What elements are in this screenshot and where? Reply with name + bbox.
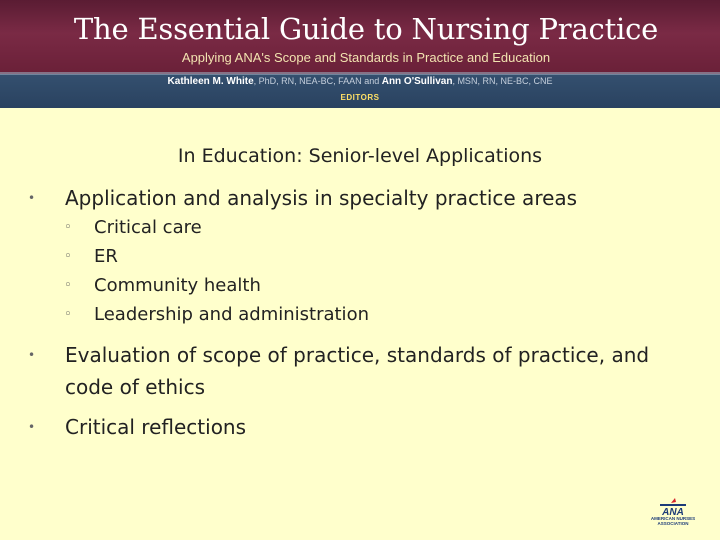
bullet-text: Evaluation of scope of practice, standards of practice, and: [65, 343, 650, 367]
ana-logo-org-name: AMERICAN NURSES ASSOCIATION: [650, 516, 696, 526]
bullet-text-continued: code of ethics: [65, 375, 206, 399]
sub-bullet-text: Community health: [94, 275, 261, 296]
bullet-dot-icon: •: [28, 348, 36, 362]
header-banner: [0, 0, 720, 108]
slide-title: In Education: Senior-level Applications: [177, 145, 543, 167]
sub-bullet-text: Leadership and administration: [94, 304, 369, 325]
banner-subtitle: Applying ANA's Scope and Standards in Practice and Education: [181, 50, 551, 65]
bullet-text: Critical reflections: [65, 415, 247, 439]
editors-and: and: [361, 76, 382, 86]
bullet-text: Application and analysis in specialty practice areas: [65, 186, 578, 210]
sub-bullet-circle-icon: ◦: [64, 307, 72, 322]
sub-bullet-text: Critical care: [94, 217, 202, 238]
bullet-dot-icon: •: [28, 191, 36, 205]
banner-editors: [0, 76, 720, 87]
ana-logo: [644, 496, 702, 530]
editor-2-credentials: , MSN, RN, NE-BC, CNE: [452, 76, 553, 86]
ana-logo-icon: [656, 496, 690, 516]
sub-bullet-circle-icon: ◦: [64, 220, 72, 235]
editor-1-name: Kathleen M. White: [167, 76, 254, 87]
banner-divider: [0, 72, 720, 75]
svg-text:ANA: ANA: [662, 507, 684, 516]
sub-bullet-text: ER: [94, 246, 118, 267]
editor-1-credentials: , PhD, RN, NEA-BC, FAAN: [253, 76, 362, 86]
sub-bullet-circle-icon: ◦: [64, 249, 72, 264]
editor-2-name: Ann O'Sullivan: [381, 76, 453, 87]
editors-label: EDITORS: [340, 93, 380, 102]
bullet-dot-icon: •: [28, 420, 36, 434]
banner-title: The Essential Guide to Nursing Practice: [73, 12, 659, 46]
sub-bullet-circle-icon: ◦: [64, 278, 72, 293]
